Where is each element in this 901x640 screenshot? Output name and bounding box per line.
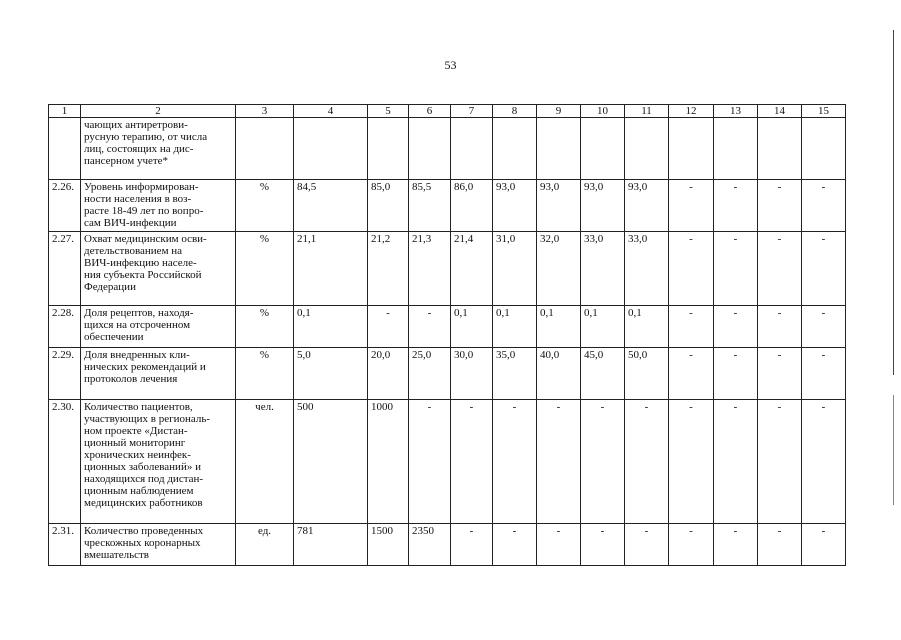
value-cell	[451, 118, 493, 180]
value-cell: -	[669, 180, 714, 232]
value-cell: 40,0	[537, 348, 581, 400]
table-row	[49, 524, 846, 566]
unit-cell: %	[236, 180, 294, 232]
value-cell: -	[758, 180, 802, 232]
header-cell: 4	[294, 105, 368, 118]
value-cell: -	[758, 232, 802, 306]
value-cell: -	[802, 232, 846, 306]
value-cell: 93,0	[581, 180, 625, 232]
value-cell: -	[714, 306, 758, 348]
value-cell	[368, 118, 409, 180]
value-cell	[802, 118, 846, 180]
table-row	[49, 180, 846, 232]
value-cell: 45,0	[581, 348, 625, 400]
value-cell: 20,0	[368, 348, 409, 400]
value-cell: -	[758, 400, 802, 524]
value-cell: 500	[294, 400, 368, 524]
row-number: 2.28.	[49, 306, 81, 348]
unit-cell: %	[236, 348, 294, 400]
value-cell: -	[714, 180, 758, 232]
value-cell: -	[625, 524, 669, 566]
value-cell	[493, 118, 537, 180]
header-cell: 5	[368, 105, 409, 118]
value-cell: 0,1	[294, 306, 368, 348]
header-cell: 6	[409, 105, 451, 118]
value-cell: 21,2	[368, 232, 409, 306]
value-cell	[758, 118, 802, 180]
value-cell: -	[714, 348, 758, 400]
value-cell: 781	[294, 524, 368, 566]
header-cell: 11	[625, 105, 669, 118]
header-cell: 10	[581, 105, 625, 118]
unit-cell	[236, 118, 294, 180]
value-cell: -	[581, 524, 625, 566]
value-cell	[714, 118, 758, 180]
value-cell: -	[802, 400, 846, 524]
row-number	[49, 118, 81, 180]
value-cell: -	[758, 306, 802, 348]
value-cell: 93,0	[493, 180, 537, 232]
header-cell: 15	[802, 105, 846, 118]
value-cell: -	[669, 400, 714, 524]
header-cell: 12	[669, 105, 714, 118]
value-cell: -	[409, 306, 451, 348]
table-row	[49, 118, 846, 180]
value-cell: -	[368, 306, 409, 348]
value-cell	[669, 118, 714, 180]
value-cell: 31,0	[493, 232, 537, 306]
header-cell: 7	[451, 105, 493, 118]
value-cell: 86,0	[451, 180, 493, 232]
indicator-name: Количество пациентов, участвующих в региональ- ном проекте «Дистан- ционный мониторинг хронических неинфек- ционных заболеваний» и находящихся под дистан- ционным наблюдением медицинских работников	[81, 400, 236, 524]
value-cell: -	[669, 348, 714, 400]
unit-cell: ед.	[236, 524, 294, 566]
indicator-table	[48, 104, 846, 566]
table-row	[49, 400, 846, 524]
value-cell: 85,0	[368, 180, 409, 232]
value-cell: 21,1	[294, 232, 368, 306]
table-row	[49, 232, 846, 306]
indicator-name: Уровень информирован- ности населения в воз- расте 18-49 лет по вопро- сам ВИЧ-инфекции	[81, 180, 236, 232]
header-cell: 14	[758, 105, 802, 118]
value-cell: 84,5	[294, 180, 368, 232]
header-cell: 1	[49, 105, 81, 118]
value-cell: -	[625, 400, 669, 524]
row-number: 2.26.	[49, 180, 81, 232]
header-cell: 13	[714, 105, 758, 118]
value-cell	[294, 118, 368, 180]
table-row	[49, 348, 846, 400]
value-cell	[409, 118, 451, 180]
value-cell: 33,0	[625, 232, 669, 306]
row-number: 2.27.	[49, 232, 81, 306]
unit-cell: %	[236, 306, 294, 348]
value-cell: 0,1	[537, 306, 581, 348]
value-cell: 0,1	[493, 306, 537, 348]
value-cell: -	[451, 524, 493, 566]
value-cell: -	[451, 400, 493, 524]
value-cell: 21,3	[409, 232, 451, 306]
value-cell: 32,0	[537, 232, 581, 306]
value-cell: -	[493, 524, 537, 566]
value-cell: 21,4	[451, 232, 493, 306]
value-cell: -	[758, 348, 802, 400]
value-cell: 30,0	[451, 348, 493, 400]
value-cell: 33,0	[581, 232, 625, 306]
value-cell: -	[669, 232, 714, 306]
value-cell: 1500	[368, 524, 409, 566]
row-number: 2.29.	[49, 348, 81, 400]
header-cell: 3	[236, 105, 294, 118]
scan-edge-line	[893, 30, 894, 375]
value-cell: -	[714, 400, 758, 524]
value-cell: 93,0	[625, 180, 669, 232]
value-cell: -	[714, 524, 758, 566]
scan-edge-line	[893, 395, 894, 505]
indicator-name: Охват медицинским осви- детельствованием на ВИЧ-инфекцию населе- ния субъекта Российской Федерации	[81, 232, 236, 306]
value-cell: 0,1	[451, 306, 493, 348]
value-cell: 50,0	[625, 348, 669, 400]
value-cell: 93,0	[537, 180, 581, 232]
value-cell: 25,0	[409, 348, 451, 400]
unit-cell: %	[236, 232, 294, 306]
value-cell: 1000	[368, 400, 409, 524]
value-cell: -	[802, 306, 846, 348]
value-cell: -	[537, 400, 581, 524]
table-row	[49, 306, 846, 348]
value-cell: 35,0	[493, 348, 537, 400]
row-number: 2.31.	[49, 524, 81, 566]
value-cell: -	[802, 524, 846, 566]
indicator-name: Доля внедренных кли- нических рекомендаций и протоколов лечения	[81, 348, 236, 400]
value-cell: -	[537, 524, 581, 566]
value-cell	[537, 118, 581, 180]
indicator-name: Количество проведенных чрескожных коронарных вмешательств	[81, 524, 236, 566]
row-number: 2.30.	[49, 400, 81, 524]
value-cell: -	[758, 524, 802, 566]
value-cell: -	[409, 400, 451, 524]
header-cell: 2	[81, 105, 236, 118]
indicator-name: чающих антиретрови- русную терапию, от числа лиц, состоящих на дис- пансерном учете*	[81, 118, 236, 180]
value-cell: -	[714, 232, 758, 306]
value-cell	[625, 118, 669, 180]
value-cell: 0,1	[581, 306, 625, 348]
value-cell: -	[669, 306, 714, 348]
value-cell: 5,0	[294, 348, 368, 400]
indicator-name: Доля рецептов, находя- щихся на отсроченном обеспечении	[81, 306, 236, 348]
unit-cell: чел.	[236, 400, 294, 524]
header-row	[49, 105, 846, 118]
value-cell	[581, 118, 625, 180]
page-number: 53	[444, 58, 457, 72]
value-cell: 0,1	[625, 306, 669, 348]
value-cell: -	[493, 400, 537, 524]
value-cell: 85,5	[409, 180, 451, 232]
header-cell: 9	[537, 105, 581, 118]
value-cell: -	[581, 400, 625, 524]
value-cell: 2350	[409, 524, 451, 566]
value-cell: -	[669, 524, 714, 566]
value-cell: -	[802, 180, 846, 232]
value-cell: -	[802, 348, 846, 400]
header-cell: 8	[493, 105, 537, 118]
